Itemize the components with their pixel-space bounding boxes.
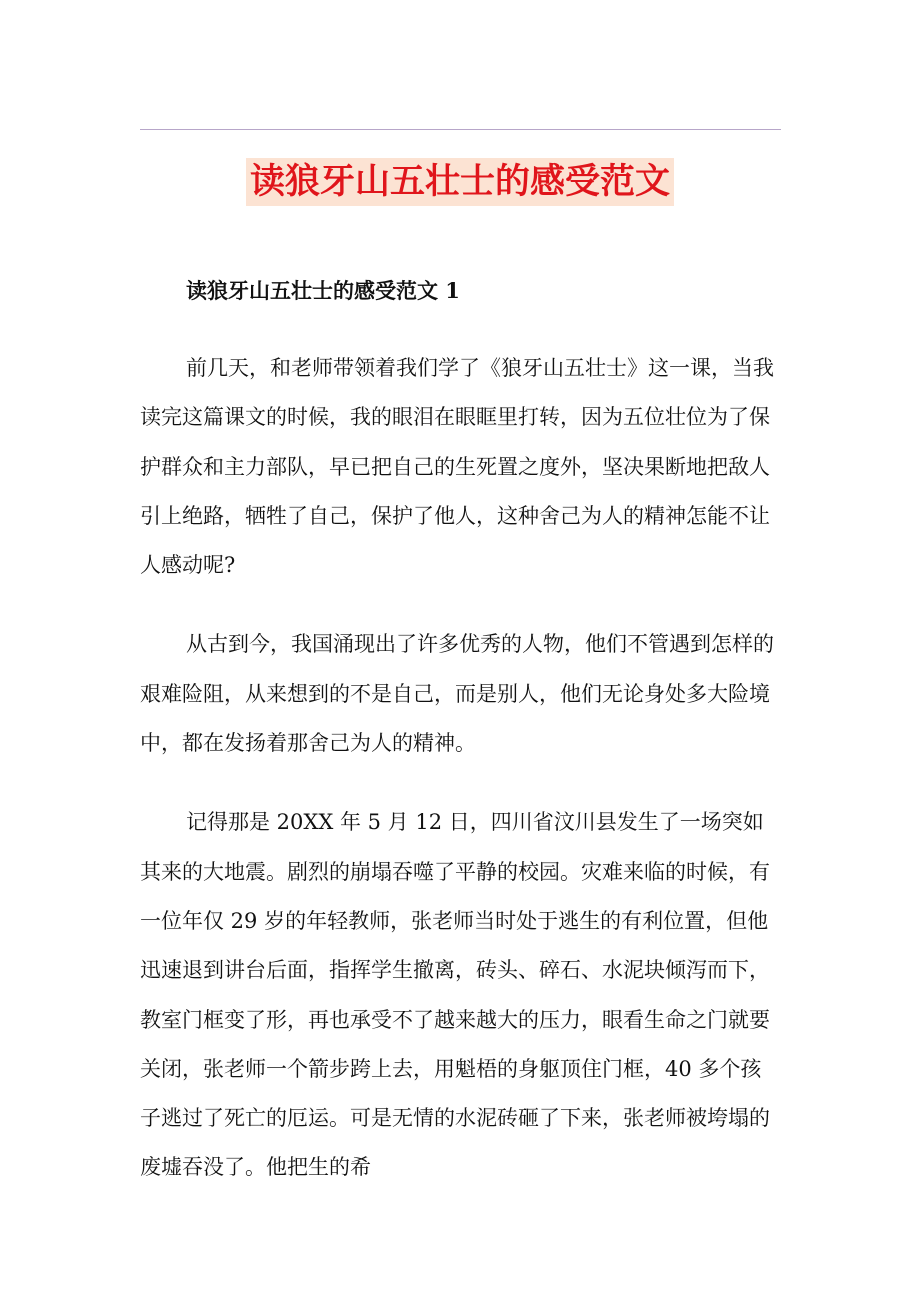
paragraph-spacer	[140, 590, 780, 620]
paragraph-3: 记得那是 20XX 年 5 月 12 日，四川省汶川县发生了一场突如其来的大地震。剧烈的崩塌吞噬了平静的校园。灾难来临的时候，有一位年仅 29 岁的年轻教师，张老师当时处于逃生的有利位置，但他迅速退到讲台后面，指挥学生撤离，砖头、碎石、水泥块倾泻而下，教室门框变了形，再也承受不了越来越大的压力，眼看生命之门就要关闭，张老师一个箭步跨上去，用魁梧的身躯顶住门框，40 多个孩子逃过了死亡的厄运。可是无情的水泥砖砸了下来，张老师被垮塌的废墟吞没了。他把生的希	[140, 810, 770, 1180]
document-title: 读狼牙山五壮士的感受范文	[246, 158, 674, 206]
document-body	[140, 266, 780, 1193]
paragraph-2: 从古到今，我国涌现出了许多优秀的人物，他们不管遇到怎样的艰难险阻，从来想到的不是自己，而是别人，他们无论身处多大险境中，都在发扬着那舍己为人的精神。	[140, 632, 774, 756]
section-heading: 读狼牙山五壮士的感受范文 1	[186, 278, 460, 303]
paragraph-1: 前几天，和老师带领着我们学了《狼牙山五壮士》这一课，当我读完这篇课文的时候，我的眼泪在眼眶里打转，因为五位壮位为了保护群众和主力部队，早已把自己的生死置之度外，坚决果断地把敌人引上绝路，牺牲了自己，保护了他人，这种舍己为人的精神怎能不让人感动呢?	[140, 356, 774, 578]
title-container	[0, 158, 920, 206]
paragraph-spacer	[140, 768, 780, 798]
header-divider	[140, 129, 781, 130]
paragraph-spacer	[140, 315, 780, 344]
